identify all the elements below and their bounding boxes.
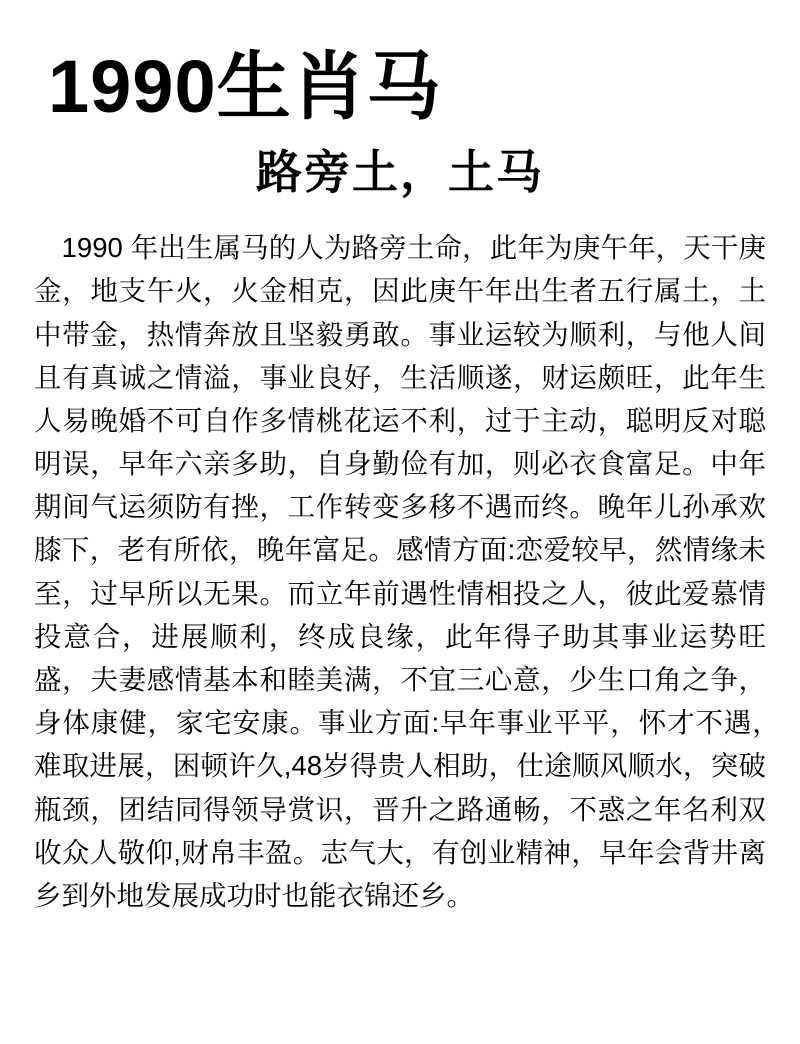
page-subtitle: 路旁土，土马 (256, 146, 544, 199)
body-paragraph: 1990 年出生属马的人为路旁土命，此年为庚午年，天干庚金，地支午火，火金相克，因此庚午年出生者五行属土，土中带金，热情奔放且坚毅勇敢。事业运较为顺利，与他人间且有真诚之情溢，事业良好，生活顺遂，财运颇旺，此年生人易晚婚不可自作多情桃花运不利，过于主动，聪明反对聪明误，早年六亲多助，自身勤俭有加，则必衣食富足。中年期间气运须防有挫，工作转变多移不遇而终。晚年儿孙承欢膝下，老有所依，晚年富足。感情方面:恋爱较早，然情缘未至，过早所以无果。而立年前遇性情相投之人，彼此爱慕情投意合，进展顺利，终成良缘，此年得子助其事业运势旺盛，夫妻感情基本和睦美满，不宜三心意，少生口角之争，身体康健，家宅安康。事业方面:早年事业平平，怀才不遇， 难取进展，困顿许久,48岁得贵人相助，仕途顺风顺水，突破瓶颈，团结同得领导赏识，晋升之路通畅，不惑之年名利双收众人敬仰,财帛丰盈。志气大，有创业精神，早年会背井离乡到外地发展成功时也能衣锦还乡。 (34, 232, 794, 911)
page-title: 1990生肖马 (48, 45, 442, 128)
